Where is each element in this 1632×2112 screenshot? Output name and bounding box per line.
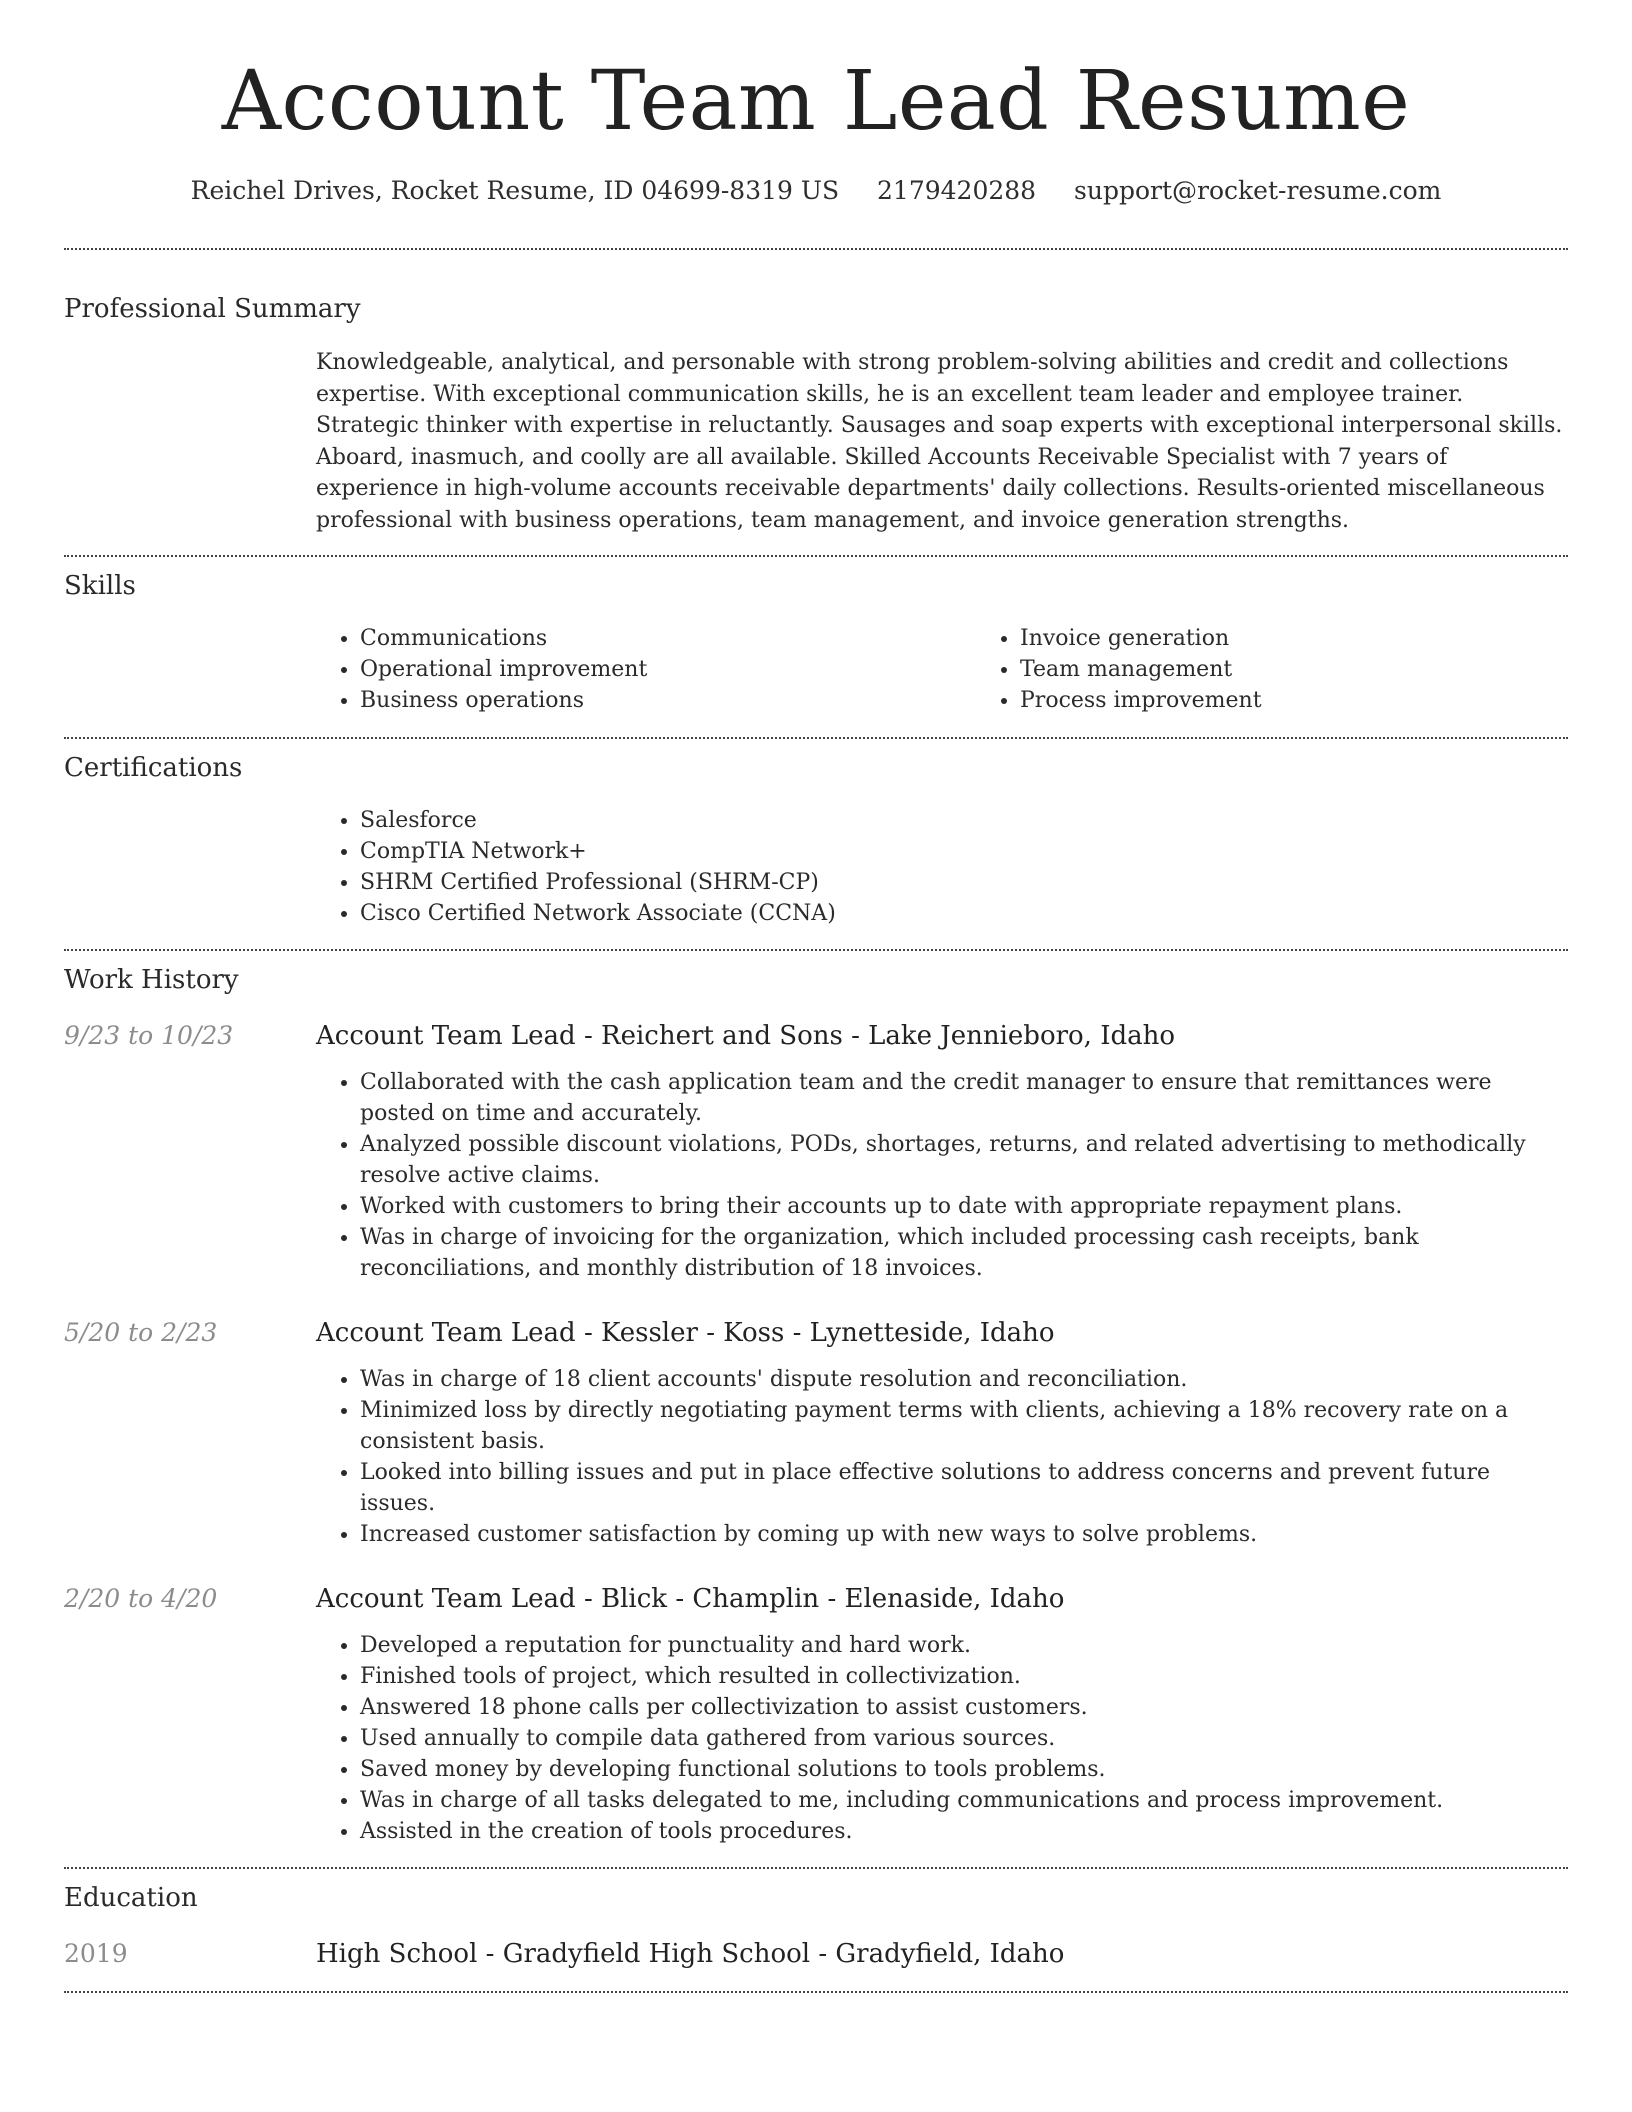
job-bullets — [316, 1067, 1568, 1284]
divider — [64, 248, 1568, 250]
list-item: • Increased customer satisfaction by coming up with new ways to solve problems. — [360, 1519, 1568, 1550]
education-entry — [64, 1937, 1568, 1971]
job-title: Account Team Lead - Kessler - Koss - Lynetteside, Idaho — [316, 1318, 1055, 1348]
list-item: • Minimized loss by directly negotiating payment terms with clients, achieving a 18% recovery rate on a consistent basis. — [360, 1395, 1568, 1457]
list-item: • Operational improvement — [360, 654, 976, 685]
list-item: • Collaborated with the cash application team and the credit manager to ensure that remittances were posted on time and accurately. — [360, 1067, 1568, 1129]
job-entry — [64, 1316, 1568, 1350]
list-item: • Was in charge of 18 client accounts' dispute resolution and reconciliation. — [360, 1364, 1568, 1395]
list-item: • Process improvement — [1020, 685, 1632, 716]
education-year: 2019 — [64, 1939, 128, 1968]
summary-section — [64, 292, 1568, 536]
list-item: • SHRM Certified Professional (SHRM-CP) — [360, 867, 1568, 898]
certifications-heading: Certifications — [64, 753, 243, 783]
job-entry — [64, 1582, 1568, 1616]
list-item: • CompTIA Network+ — [360, 836, 1568, 867]
summary-heading: Professional Summary — [64, 294, 361, 324]
contact-address: Reichel Drives, Rocket Resume, ID 04699-8319 US — [190, 176, 840, 205]
list-item: • Finished tools of project, which resulted in collectivization. — [360, 1661, 1568, 1692]
list-item: • Developed a reputation for punctuality and hard work. — [360, 1630, 1568, 1661]
list-item: • Worked with customers to bring their accounts up to date with appropriate repayment plans. — [360, 1191, 1568, 1222]
page-title: Account Team Lead Resume — [221, 54, 1411, 149]
certifications-section — [64, 751, 1568, 929]
divider — [64, 949, 1568, 951]
contact-line — [64, 174, 1568, 208]
work-history-heading: Work History — [64, 965, 239, 995]
job-dates: 2/20 to 4/20 — [64, 1584, 218, 1613]
work-history-section — [64, 963, 1568, 1847]
certifications-list — [316, 805, 1568, 929]
list-item: • Assisted in the creation of tools procedures. — [360, 1816, 1568, 1847]
list-item: • Looked into billing issues and put in place effective solutions to address concerns and prevent future issues. — [360, 1457, 1568, 1519]
divider — [64, 555, 1568, 557]
divider — [64, 737, 1568, 739]
list-item: • Was in charge of invoicing for the organization, which included processing cash receipts, bank reconciliations, and monthly distribution of 18 invoices. — [360, 1222, 1568, 1284]
job-entry — [64, 1019, 1568, 1053]
summary-text: Knowledgeable, analytical, and personable with strong problem-solving abilities and credit and collections expertise. With exceptional communication skills, he is an excellent team leader and employee trainer. Strategic thinker with expertise in reluctantly. Sausages and soap experts with exceptional interpersonal skills. Aboard, inasmuch, and coolly are all available. Skilled Accounts Receivable Specialist with 7 years of experience in high-volume accounts receivable departments' daily collections. Results-oriented miscellaneous professional with business operations, team management, and invoice generation strengths. — [316, 350, 1563, 533]
job-bullets — [316, 1364, 1568, 1550]
list-item: • Business operations — [360, 685, 976, 716]
list-item: • Salesforce — [360, 805, 1568, 836]
divider — [64, 1991, 1568, 1993]
list-item: • Answered 18 phone calls per collectivization to assist customers. — [360, 1692, 1568, 1723]
divider — [64, 1867, 1568, 1869]
job-bullets — [316, 1630, 1568, 1847]
contact-email: support@rocket-resume.com — [1074, 176, 1442, 205]
job-title: Account Team Lead - Reichert and Sons - Lake Jennieboro, Idaho — [316, 1021, 1176, 1051]
skills-list-right — [976, 623, 1632, 716]
education-section — [64, 1881, 1568, 1971]
list-item: • Used annually to compile data gathered from various sources. — [360, 1723, 1568, 1754]
contact-phone: 2179420288 — [877, 176, 1037, 205]
job-dates: 9/23 to 10/23 — [64, 1021, 234, 1050]
list-item: • Invoice generation — [1020, 623, 1632, 654]
skills-list-left — [316, 623, 976, 716]
list-item: • Cisco Certified Network Associate (CCNA) — [360, 898, 1568, 929]
job-title: Account Team Lead - Blick - Champlin - Elenaside, Idaho — [316, 1584, 1065, 1614]
job-dates: 5/20 to 2/23 — [64, 1318, 218, 1347]
skills-heading: Skills — [64, 571, 136, 601]
list-item: • Was in charge of all tasks delegated to me, including communications and process improvement. — [360, 1785, 1568, 1816]
education-heading: Education — [64, 1883, 198, 1913]
skills-section — [64, 569, 1568, 716]
list-item: • Team management — [1020, 654, 1632, 685]
education-title: High School - Gradyfield High School - Gradyfield, Idaho — [316, 1939, 1065, 1969]
list-item: • Saved money by developing functional solutions to tools problems. — [360, 1754, 1568, 1785]
list-item: • Analyzed possible discount violations, PODs, shortages, returns, and related advertising to methodically resolve active claims. — [360, 1129, 1568, 1191]
list-item: • Communications — [360, 623, 976, 654]
